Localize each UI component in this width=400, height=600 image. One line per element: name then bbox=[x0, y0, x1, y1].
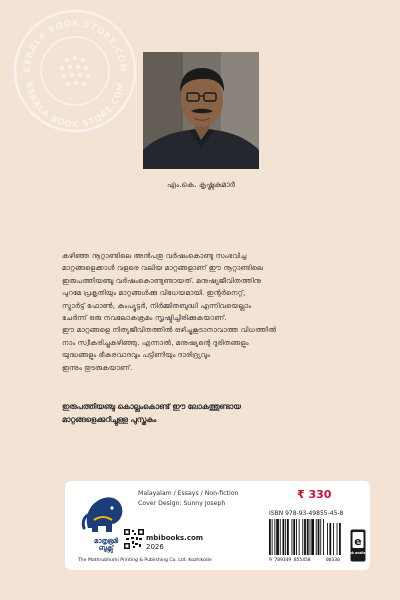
barcode-bar bbox=[293, 519, 295, 555]
barcode-addon-bar bbox=[333, 523, 334, 555]
blurb-line: ഇന്നും തുടരുകയാണ്. bbox=[62, 362, 133, 372]
barcode-bar bbox=[269, 519, 271, 555]
barcode-bar bbox=[280, 519, 281, 555]
blurb-line: സ്മാർട്ട് ഫോൺ, കംപ്യൂട്ടർ, നിർമ്മിതബുദ്ധി എന്നിവയെല്ലാം bbox=[62, 300, 252, 310]
blurb-line: ചേർന്ന് ഒരു നവലോകക്രമം സൃഷ്ടിച്ചിരിക്കുകയാണ്. bbox=[62, 313, 227, 323]
barcode-bar bbox=[285, 519, 286, 555]
barcode-bar bbox=[292, 519, 293, 555]
book-category: Malayalam / Essays / Non-fiction bbox=[138, 490, 239, 497]
barcode-addon-bar bbox=[339, 523, 341, 555]
barcode-bar bbox=[323, 519, 324, 555]
watermark-text-top: KERALA BOOK STORE.COM bbox=[22, 18, 128, 73]
isbn-barcode bbox=[268, 517, 344, 562]
book-tagline bbox=[62, 401, 340, 426]
blurb-line: കഴിഞ്ഞ നൂറ്റാണ്ടിലെ അൻപതു വർഷംകൊണ്ടു സംഭവിച്ച bbox=[62, 251, 247, 260]
barcode-bar bbox=[296, 519, 297, 555]
ebook-available-badge bbox=[345, 529, 371, 562]
barcode-digits: 9 789349 855458 bbox=[269, 558, 311, 563]
tagline-line: മാറ്റങ്ങളെക്കുറിച്ചുള്ള പുസ്തകം bbox=[62, 414, 157, 424]
qr-code bbox=[124, 529, 144, 549]
barcode-bar bbox=[310, 519, 311, 555]
store-watermark bbox=[12, 8, 138, 134]
barcode-bar bbox=[320, 519, 321, 555]
book-price: ₹ 330 bbox=[297, 488, 332, 501]
ebook-badge-caption: Book available bbox=[345, 551, 371, 555]
barcode-bar bbox=[272, 519, 273, 555]
barcode-bar bbox=[318, 519, 320, 555]
barcode-bar bbox=[311, 519, 314, 555]
book-blurb bbox=[62, 250, 340, 374]
barcode-addon: 00330 bbox=[326, 558, 340, 563]
publication-year: 2026 bbox=[146, 543, 164, 551]
cover-design-credit: Cover Design: Sunny Joseph bbox=[138, 500, 226, 507]
author-name: എം.കെ. കൃഷ്ണകുമാർ bbox=[167, 180, 235, 189]
blurb-line: യുദ്ധങ്ങളും ഭീകരവാദവും പട്ടിണിയും ദാരിദ്ര്യവും bbox=[62, 350, 210, 360]
blurb-line: ഈ മാറ്റങ്ങളെ നിത്യജീവിതത്തിൽ ഒഴിച്ചുകൂടാനാവാത്ത വിധത്തിൽ bbox=[62, 325, 277, 335]
watermark-text-bottom: KERALA BOOK STORE.COM bbox=[23, 81, 127, 131]
barcode-bar bbox=[304, 519, 306, 555]
blurb-line: നാം സ്വീകരിച്ചുകഴിഞ്ഞു. എന്നാൽ, മനുഷ്യന്റെ ദുരിതങ്ങളും bbox=[62, 337, 249, 347]
barcode-bar bbox=[274, 519, 275, 555]
ebook-badge-letter: e bbox=[354, 535, 362, 548]
tagline-line: ഇരുപത്തിയഞ്ചു കൊല്ലംകൊണ്ട് ഈ ലോകത്തുണ്ടായ bbox=[62, 402, 241, 411]
publisher-name-line2: ബുക്സ് bbox=[98, 544, 114, 552]
publisher-name-line1: മാതൃഭൂമി bbox=[94, 537, 118, 545]
barcode-bar bbox=[316, 519, 317, 555]
barcode-bar bbox=[299, 519, 300, 555]
blurb-line: പുറമേ പ്രകൃതിയും മാറ്റങ്ങൾക്കു വിധേയമായി. ഇന്റർനെറ്റ്, bbox=[62, 288, 246, 298]
mathrubhumi-elephant-logo bbox=[78, 488, 128, 536]
publisher-website: mbibooks.com bbox=[146, 534, 204, 542]
barcode-bar bbox=[307, 519, 309, 555]
barcode-bar bbox=[287, 519, 289, 555]
isbn-number: ISBN 978-93-49855-45-8 bbox=[269, 510, 344, 517]
barcode-bar bbox=[283, 519, 285, 555]
blurb-line: ഇരുപത്തിയഞ്ചു വർഷംകൊണ്ടുണ്ടായത്. മനുഷ്യജീവിതത്തിനു bbox=[62, 275, 262, 285]
author-photo bbox=[143, 52, 259, 169]
barcode-addon-bar bbox=[329, 523, 331, 555]
barcode-addon-bar bbox=[337, 523, 338, 555]
barcode-bar bbox=[302, 519, 303, 555]
svg-text:KERALA BOOK STORE.COM bbox=[23, 19, 127, 73]
publisher-imprint: The Mathrubhumi Printing & Publishing Co. Ltd. Kozhikode bbox=[78, 558, 212, 563]
barcode-bar bbox=[276, 519, 279, 555]
blurb-line: മാറ്റങ്ങളെക്കാൾ വളരെ വലിയ മാറ്റങ്ങളാണ് ഈ നൂറ്റാണ്ടിലെ bbox=[62, 263, 263, 273]
barcode-addon-bar bbox=[327, 523, 328, 555]
